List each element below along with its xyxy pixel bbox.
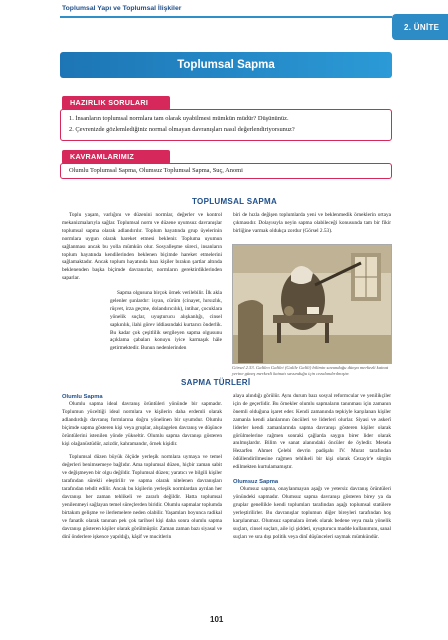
section1-paragraph-2-column xyxy=(110,290,222,353)
page-title-bar xyxy=(60,52,392,78)
section-heading-sapma-turleri: SAPMA TÜRLERİ xyxy=(181,378,251,387)
header-rule xyxy=(60,16,392,18)
kavramlar-text: Olumlu Toplumsal Sapma, Olumsuz Toplumsal Sapma, Suç, Anomi xyxy=(69,167,243,174)
section1-paragraph-3-column xyxy=(233,212,391,236)
hazirlik-box xyxy=(60,109,392,141)
galileo-engraving xyxy=(233,245,392,364)
subheading-olumsuz-sapma: Olumsuz Sapma xyxy=(233,479,279,486)
section2-right-column xyxy=(233,393,391,541)
section2-paragraph-4: Olumsuz sapma, onaylanmayan aşağı ve yetersiz davranış örüntüleri yönündeki sapmadır. Olumsuz sapma davranışı gösteren birey ya da gruplar genellikle kendi toplumları tarafından aşağı toplumsal statülere yerleştirilirler. Bu davranışlar toplumun diğer bireyleri tarafından hoş karşılanmaz. Olumsuz sapmalara örnek olarak bedene veya mala yönelik suçları, cinsel suçları, aile içi şiddeti, uyuşturucu madde kullanımını, sanal suçları ve sıra dışı politik veya dinî düşünceleri saymak mümkündür. xyxy=(233,486,391,540)
section2-paragraph-3: alaya alındığı görülür. Aynı durum bazı sosyal reformcular ve yenilikçiler için de geçerlidir. Bu örnekler olumlu sapmaların tanınması için zamanın önemli olduğuna işaret eder. Kendi zamanında tepkiyle karşılanan kişiler zamanla kendi alanlarının öncüleri ve liderleri olurlar. Siyasi ve askerî liderler kendi zamanlarında sapma davranışı gösteren kişiler olarak görülmelerine rağmen sonraki çağlarda saygın birer lider olarak anılmışlardır. Bilim ve sanat alanındaki öncüler de öyledir. Mesela Hezarfen Ahmet Çelebi devrin padişahı IV. Murat tarafından ödüllendirilmesine rağmen tehlikeli bir kişi olarak Cezayir'e sürgün edilmekten kurtulamamıştır. xyxy=(233,393,391,471)
subheading-olumlu-sapma: Olumlu Sapma xyxy=(62,394,103,400)
kavramlar-box xyxy=(60,163,392,179)
section2-paragraph-1: Olumlu sapma ideal davranış örüntüleri yönünde bir sapmadır. Toplumun yüceltiği ideal normlara ve kişilerin daha erdemli olarak adlandırdığı davranış formlarına doğru yönelinen bir uyumdur. Olumlu biçimde sapma gösteren kişi veya gruplar, alışılagelen davranış ve düşünce örüntülerini istenilen yönde yükseltir. Olumlu sapma davranışı gösteren kişi olağanüstüdür, azizdir, kahramandır, örnek kişidir. xyxy=(62,401,222,447)
page-header xyxy=(0,0,448,42)
section1-paragraph-1: Toplu yaşam, varlığını ve düzenini normlar, değerler ve kontrol mekanizmalarıyla sağlar. Toplumsal norm ve düzene uyumsuz davranışlar toplumsal sapma olarak adlandırılır. Toplum hayatında grup üyelerinin normlara uygun olarak hareket etmesi beklenir. Topluma uyumun sağlanması ancak bu yolla mümkün olur. Sosyalleşme süreci, insanların toplum hayatında kendilerinden beklenen biçimde hareket etmelerini sağlamaktadır. Ancak toplum hayatında bazı kişiler bırakın şartlar altında beklenenden başka biçimde davranırlar, normların gerektirdiklerinden saparlar. xyxy=(62,212,222,282)
unit-label: 2. ÜNİTE xyxy=(404,23,440,32)
kavramlar-label: KAVRAMLARIMIZ xyxy=(62,150,170,164)
section2-left-column xyxy=(62,393,222,541)
section1-paragraph-3: biri de hızla değişen toplumlarda yeni ve beklenmedik örneklerin ortaya çıkmasıdır. Dolayısıyla neyin sapma olabileceği konusunda tam bir fikir birliğine varmak oldukça zordur (Görsel 2.53). xyxy=(233,212,391,234)
section1-paragraph-1-column xyxy=(62,212,222,283)
image-caption: Görsel 2.53. Galileo Galilei (Galile Galili) bilimin savunduğu dünya merkezli kainat yerine güneş merkezli kainatı savunduğu için cezalandırılmıştır. xyxy=(232,365,389,376)
section2-paragraph-2: Toplumsal düzen büyük ölçüde yerleşik normlara uymaya ve temel değerleri benimsemeye bağlıdır. Ama toplumsal düzen, hiçbir zaman sabit ve değişmeyen bir olgu değildir. Toplumsal düzen; yaratıcı ve bilgili kişiler tarafından sürekli eleştirilir ve sapma olarak nitelenen davranışları tarafından tehdit edilir. Ancak bu kişilerin yerleşik normlardan ayrılan her davranışı her zaman tehlikeli ve zararlı değildir. Hatta toplumsal yenilenmeyi sağlayan temel süreçlerden biridir. Olumlu sapmalar toplumda birtakım gelişme ve ilerlemelere neden olabilir. Yaşamları boyunca radikal ve fanatik olarak tanınan pek çok tarihsel kişi daha sonra olumlu sapma davranışı gösteren kişiler olarak görülmüştür. Zaman zaman bazı siyasal ve dinî önderlere işkence yapıldığı, kâşif ve mucitlerin xyxy=(62,454,222,540)
section1-paragraph-2: Sapma olgusuna birçok örnek verilebilir. İlk akla gelenler şunlardır: isyan, cürüm (cinayet, hırsızlık, rüşvet, irza geçme, dolandırıcılık), intihar, çocuklara yönelik suçlar, uyuşturucu alışkanlığı, cinsel sapkınlık, ilahi görev iddiasındaki kurtarıcı önderlik. Bu kadar çok çeşitlilik sergileyen sapma olgusunu açıklama çabaları konuyu iyice karmaşık hâle getirmektedir. Bunun nedenlerinden xyxy=(110,290,222,352)
unit-tab xyxy=(392,14,448,40)
galileo-illustration xyxy=(232,244,392,364)
page-title: Toplumsal Sapma xyxy=(177,59,275,71)
section-heading-toplumsal-sapma: TOPLUMSAL SAPMA xyxy=(192,197,278,206)
question-1: 1. İnsanların toplumsal normlara tam olarak uyabilmesi mümkün müdür? Düşününüz. xyxy=(69,115,289,122)
page-number: 101 xyxy=(210,615,224,624)
question-2: 2. Çevrenizde gözlemlediğiniz normal olmayan davranışları nasıl değerlendiriyorsunuz? xyxy=(69,125,295,133)
running-title: Toplumsal Yapı ve Toplumsal İlişkiler xyxy=(62,5,182,12)
hazirlik-label: HAZIRLIK SORULARI xyxy=(62,96,170,110)
